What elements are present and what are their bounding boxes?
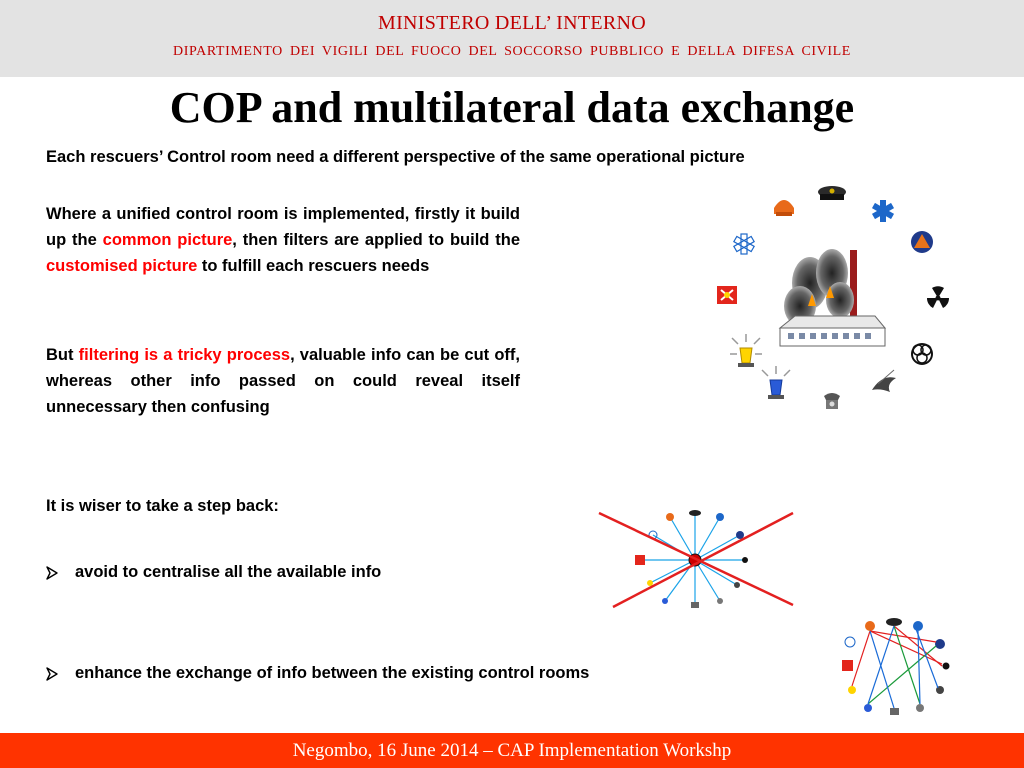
highlight-customised-picture: customised picture xyxy=(46,257,198,275)
slide-subtitle: Each rescuers’ Control room need a different perspective of the same operational picture xyxy=(46,148,745,166)
ministry-name: MINISTERO DELL’ INTERNO xyxy=(378,12,646,34)
paragraph-text: , valuable info can be cut off, whereas other info passed on could reveal itself unnecessary then confusing xyxy=(46,346,520,416)
paragraph-unified-control-room xyxy=(46,201,520,279)
paragraph-filtering xyxy=(46,342,520,420)
paragraph-text: But xyxy=(46,346,79,364)
paragraph-text: to fulfill each rescuers needs xyxy=(197,257,430,275)
bullet-text: enhance the exchange of info between the existing control rooms xyxy=(75,664,590,682)
arrowhead-bullet-icon xyxy=(46,566,58,580)
step-back-text: It is wiser to take a step back: xyxy=(46,497,279,515)
bullet-item xyxy=(46,563,381,582)
paragraph-text: Where a unified control room is implemented, firstly it build up the xyxy=(46,205,520,249)
beacon-light-blue-icon xyxy=(762,366,790,399)
paragraph-text: , then filters are applied to build the xyxy=(232,231,520,249)
biohazard-icon xyxy=(912,344,932,364)
police-cap-icon xyxy=(818,186,846,200)
slide-title: COP and multilateral data exchange xyxy=(169,83,855,132)
header-band xyxy=(0,0,1024,77)
civil-protection-icon xyxy=(911,231,933,253)
multilateral-exchange-diagram xyxy=(828,612,960,724)
cop-main-diagram xyxy=(700,178,970,418)
burning-factory-icon xyxy=(780,249,885,346)
radiation-icon xyxy=(927,286,949,308)
star-of-life-icon xyxy=(872,200,894,222)
bullet-item xyxy=(46,664,589,683)
fire-brigade-emblem-icon xyxy=(717,286,737,304)
telephone-icon xyxy=(824,393,840,409)
bullet-text: avoid to centralise all the available info xyxy=(75,563,382,581)
footer-band xyxy=(0,733,1024,768)
highlight-common-picture: common picture xyxy=(102,231,233,249)
star-of-life-outline-icon xyxy=(734,234,754,254)
bird-icon xyxy=(872,370,896,392)
footer-text: Negombo, 16 June 2014 – CAP Implementation Workshp xyxy=(292,740,732,761)
arrowhead-bullet-icon xyxy=(46,667,58,681)
department-name: DIPARTIMENTO DEI VIGILI DEL FUOCO DEL SOCCORSO PUBBLICO E DELLA DIFESA CIVILE xyxy=(173,44,851,59)
beacon-light-icon xyxy=(730,334,762,367)
firefighter-helmet-icon xyxy=(774,200,794,216)
highlight-filtering-process: filtering is a tricky process xyxy=(78,346,291,364)
centralised-exchange-crossed-diagram xyxy=(585,505,800,615)
